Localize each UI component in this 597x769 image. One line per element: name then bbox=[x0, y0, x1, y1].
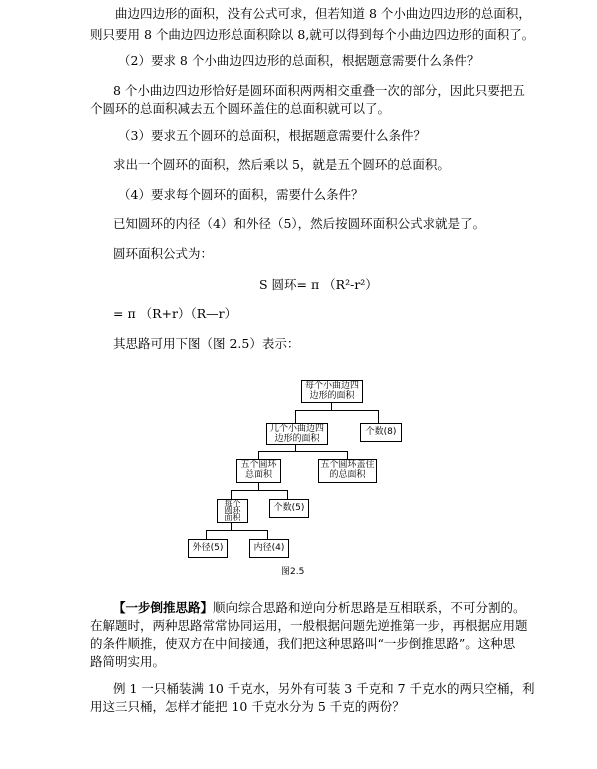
formula-factored: = π （R+r）（R—r） bbox=[113, 306, 238, 321]
para1-line2: 则只要用 8 个曲边四边形总面积除以 8,就可以得到每个小曲边四边形的面积了。 bbox=[90, 27, 535, 42]
node-each-ring-area bbox=[217, 499, 248, 523]
connector bbox=[295, 410, 296, 423]
node-text: 圆环 bbox=[224, 506, 241, 515]
node-count-5 bbox=[269, 499, 309, 518]
diagram-intro: 其思路可用下图（图 2.5）表示： bbox=[113, 336, 300, 351]
connector bbox=[258, 451, 259, 459]
connector bbox=[378, 410, 379, 423]
connector bbox=[287, 490, 288, 499]
para1-line1: 曲边四边形的面积，没有公式可求，但若知道 8 个小曲边四边形的总面积， bbox=[115, 6, 531, 21]
node-text: 的总面积 bbox=[329, 470, 366, 480]
connector bbox=[267, 530, 268, 539]
connector bbox=[347, 451, 348, 459]
question-3: （3）要求五个圆环的总面积，根据题意需要什么条件？ bbox=[118, 128, 426, 143]
node-five-rings-total bbox=[236, 459, 281, 483]
node-five-rings-cover bbox=[318, 459, 377, 483]
node-text: 每个 bbox=[224, 499, 241, 508]
step-paragraph-line1 bbox=[113, 600, 526, 616]
node-text: 外径(5) bbox=[192, 543, 224, 553]
node-text: 每个小曲边四 bbox=[304, 381, 359, 391]
node-each-small-area bbox=[301, 380, 363, 403]
step-paragraph-line2: 在解题时，两种思路常常协同运用，一般根据问题先逆推第一步，再根据应用题 bbox=[90, 618, 528, 633]
node-inner-diameter bbox=[249, 539, 289, 558]
example1-line2: 用这三只桶，怎样才能把 10 千克水分为 5 千克的两份？ bbox=[90, 699, 405, 714]
node-outer-diameter bbox=[188, 539, 228, 558]
step-line1-text: 顺向综合思路和逆向分析思路是互相联系，不可分割的。 bbox=[213, 600, 526, 615]
answer-3: 求出一个圆环的面积，然后乘以 5，就是五个圆环的总面积。 bbox=[113, 157, 450, 172]
answer2-line2: 个圆环的总面积减去五个圆环盖住的总面积就可以了。 bbox=[90, 101, 391, 116]
step-paragraph-line4: 路简明实用。 bbox=[90, 654, 166, 669]
node-text: 总面积 bbox=[244, 470, 272, 480]
answer2-line1: 8 个小曲边四边形恰好是圆环面积两两相交重叠一次的部分，因此只要把五 bbox=[113, 83, 525, 98]
step-paragraph-line3: 的条件顺推，使双方在中间接通，我们把这种思路叫“一步倒推思路”。这种思 bbox=[90, 636, 516, 651]
node-text: 面积 bbox=[224, 513, 241, 522]
node-text: 五个圆环盖住 bbox=[320, 460, 375, 470]
question-4: （4）要求每个圆环的面积，需要什么条件？ bbox=[118, 187, 364, 202]
step-title: 【一步倒推思路】 bbox=[113, 600, 214, 615]
connector bbox=[206, 530, 267, 531]
question-2: （2）要求 8 个小曲边四边形的总面积，根据题意需要什么条件？ bbox=[118, 53, 480, 68]
connector bbox=[258, 482, 259, 490]
figure-caption: 图2.5 bbox=[281, 567, 305, 577]
node-text: 边形的面积 bbox=[309, 391, 355, 401]
node-text: 五个圆环 bbox=[240, 460, 277, 470]
node-count-8 bbox=[360, 423, 402, 442]
connector bbox=[206, 530, 207, 539]
node-text: 几个小曲边四 bbox=[269, 424, 324, 434]
formula-ring-area: S 圆环= π （R²-r²） bbox=[259, 277, 378, 292]
answer-4: 已知圆环的内径（4）和外径（5），然后按圆环面积公式求就是了。 bbox=[113, 216, 486, 231]
node-text: 个数(8) bbox=[365, 427, 397, 437]
node-several-small-areas bbox=[266, 423, 328, 445]
node-text: 内径(4) bbox=[253, 543, 285, 553]
connector bbox=[231, 490, 232, 499]
connector bbox=[231, 490, 287, 491]
node-text: 边形的面积 bbox=[274, 434, 320, 444]
node-text: 个数(5) bbox=[273, 503, 305, 513]
formula-label: 圆环面积公式为： bbox=[113, 246, 214, 261]
connector bbox=[258, 451, 347, 452]
example1-line1: 例 1 一只桶装满 10 千克水，另外有可装 3 千克和 7 千克水的两只空桶，利 bbox=[113, 681, 535, 696]
connector bbox=[295, 410, 378, 411]
